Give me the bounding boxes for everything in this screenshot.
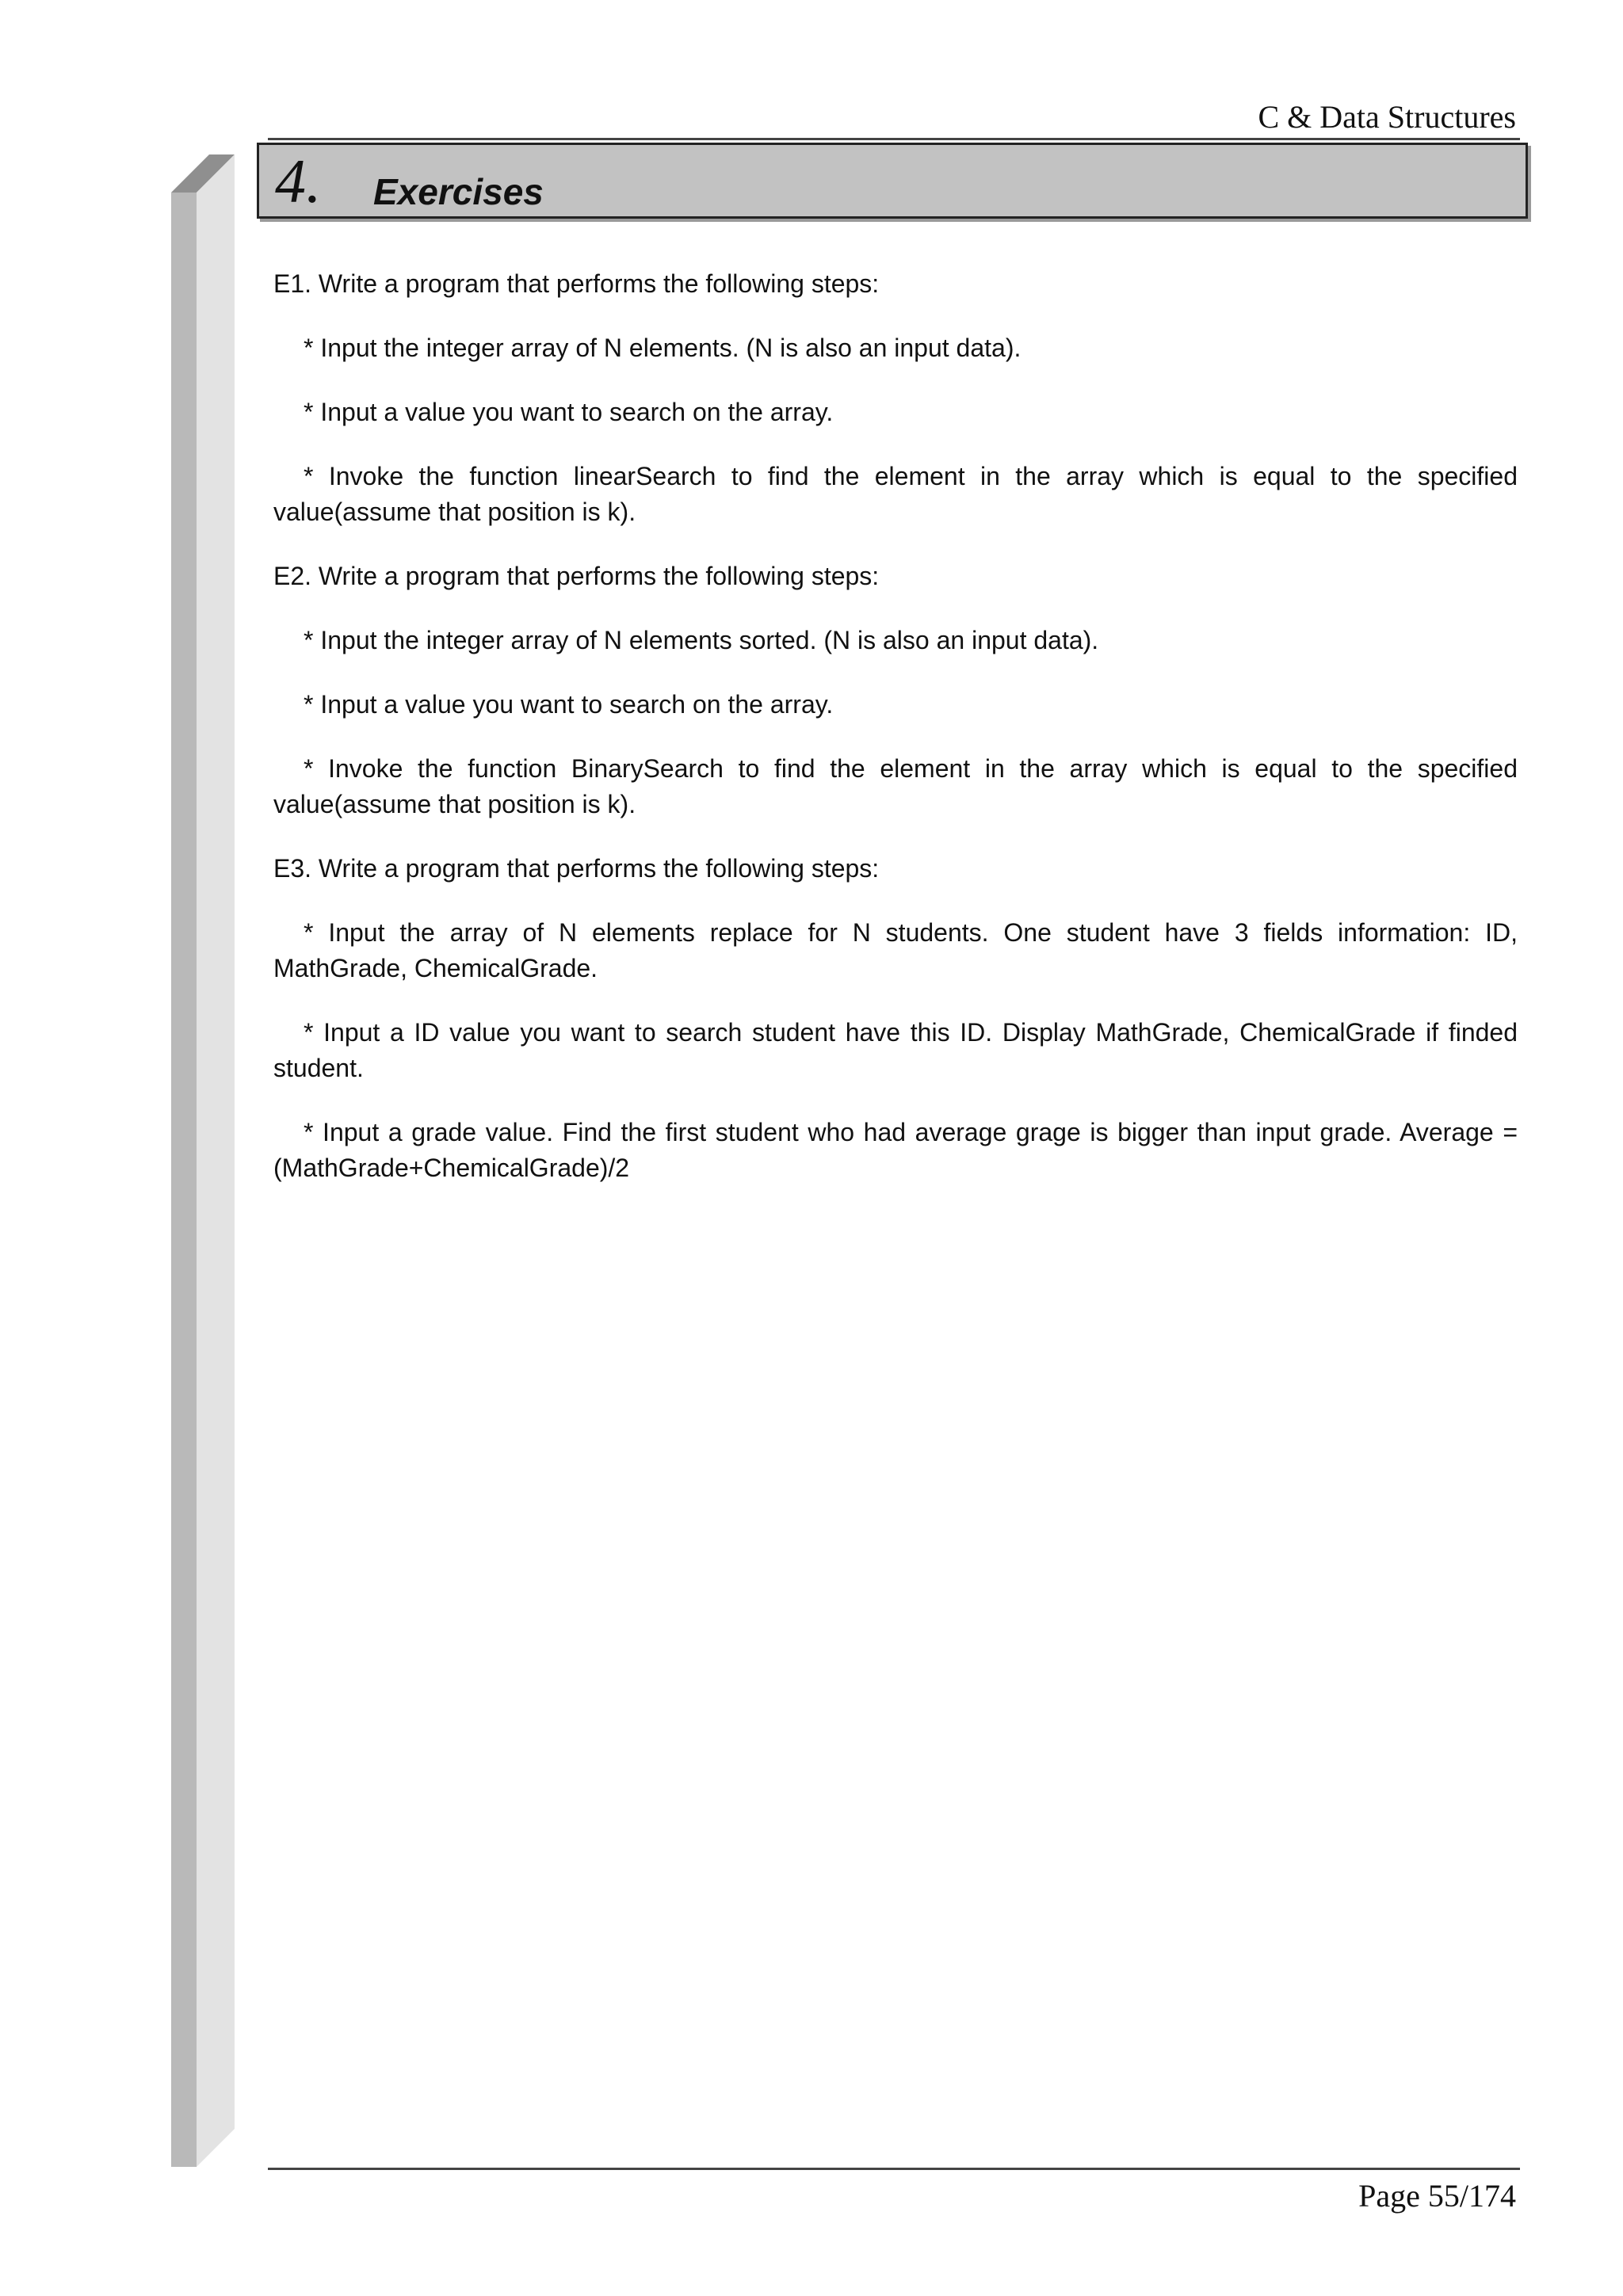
- exercise-e3: [273, 851, 1518, 1186]
- section-heading-box: [257, 143, 1528, 219]
- exercise-e2: [273, 559, 1518, 822]
- exercise-list: [273, 266, 1518, 1186]
- decorative-side-bar: [171, 154, 235, 2167]
- running-header-title: C & Data Structures: [1258, 99, 1516, 135]
- exercise-step: * Input a value you want to search on the array.: [304, 398, 834, 426]
- exercise-step: * Invoke the function BinarySearch to find the element in the array which is equal to the specified value(assume that position is k).: [273, 754, 1518, 818]
- footer-divider: [268, 2168, 1520, 2170]
- exercise-heading: E3. Write a program that performs the following steps:: [273, 854, 880, 883]
- exercise-e1: [273, 266, 1518, 530]
- exercise-step: * Input the array of N elements replace for N students. One student have 3 fields information: ID, MathGrade, ChemicalGrade.: [273, 918, 1518, 982]
- exercise-step: * Invoke the function linearSearch to find the element in the array which is equal to the specified value(assume that position is k).: [273, 462, 1518, 526]
- exercise-step: * Input a ID value you want to search student have this ID. Display MathGrade, ChemicalGrade if finded student.: [273, 1018, 1518, 1082]
- section-number: 4.: [275, 147, 322, 215]
- exercise-heading: E2. Write a program that performs the following steps:: [273, 562, 880, 590]
- exercise-step: * Input the integer array of N elements. (N is also an input data).: [304, 334, 1022, 362]
- page-number: Page 55/174: [1358, 2178, 1516, 2214]
- exercise-heading: E1. Write a program that performs the following steps:: [273, 269, 880, 298]
- section-title: Exercises: [373, 171, 544, 212]
- header-divider: [268, 138, 1520, 140]
- exercise-step: * Input a value you want to search on the array.: [304, 690, 834, 719]
- exercise-step: * Input a grade value. Find the first student who had average grage is bigger than input grade. Average = (MathGrade+ChemicalGrade)/2: [273, 1118, 1518, 1182]
- exercise-step: * Input the integer array of N elements sorted. (N is also an input data).: [304, 626, 1099, 654]
